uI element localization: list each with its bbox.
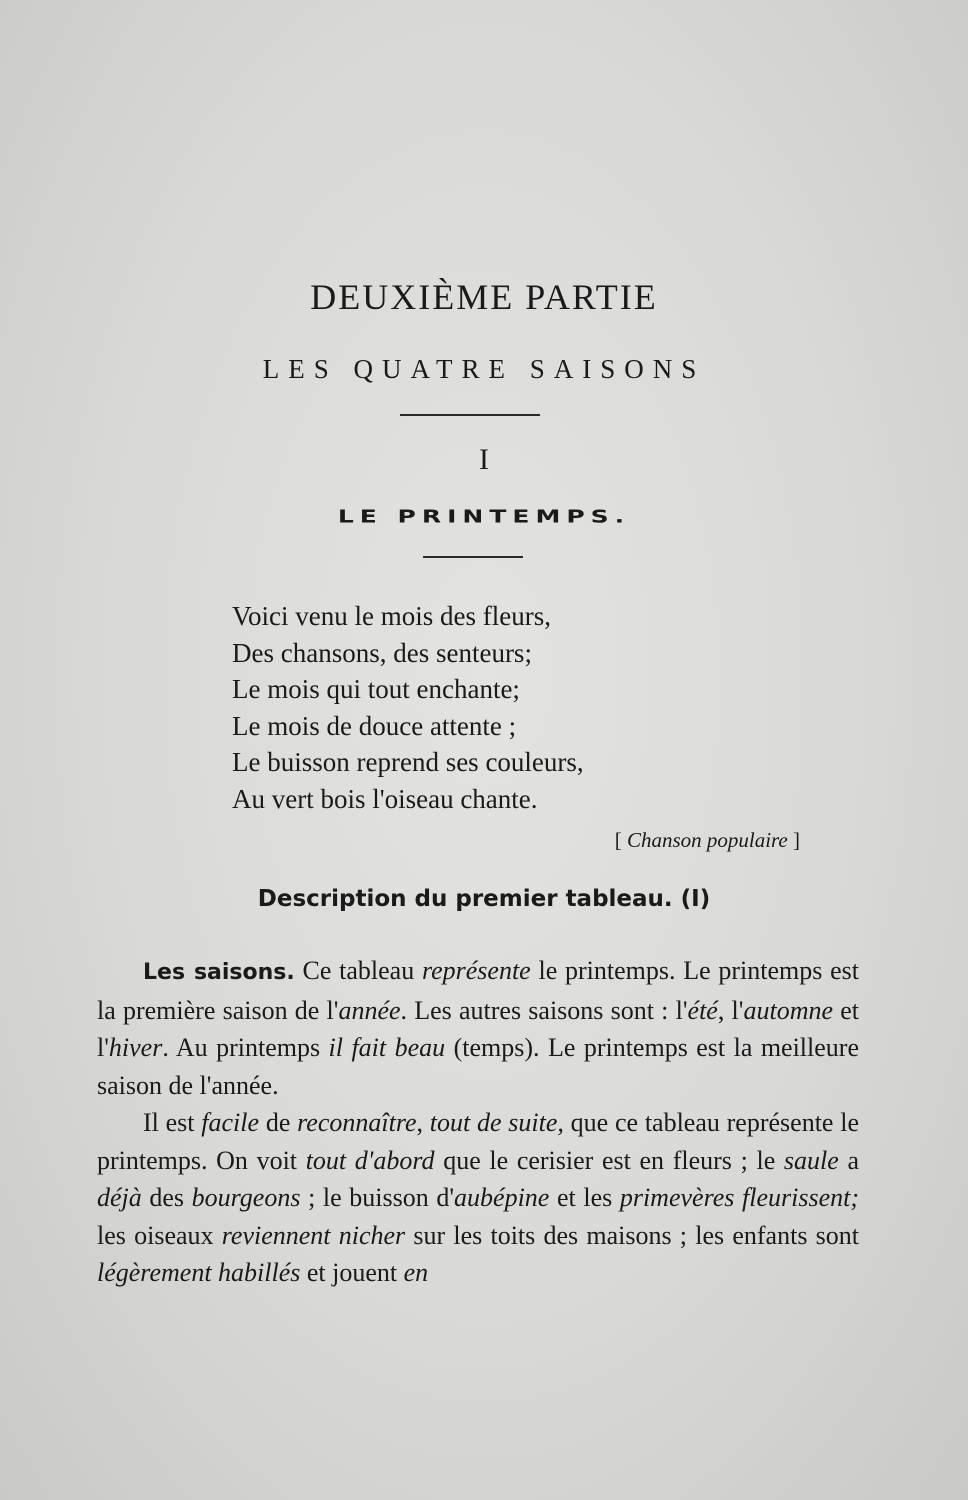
- poem-line: Le buisson reprend ses couleurs,: [232, 747, 584, 777]
- part-subtitle: LES QUATRE SAISONS: [262, 354, 706, 384]
- poem-line: Au vert bois l'oiseau chante.: [232, 783, 538, 814]
- chapter-title: LE PRINTEMPS.: [337, 506, 631, 527]
- poem-line: Le mois de douce attente ;: [232, 710, 517, 741]
- poem-line: Des chansons, des senteurs;: [232, 637, 532, 668]
- chapter-numeral: I: [479, 443, 489, 476]
- divider-rule: [400, 414, 540, 416]
- paragraph-lead: Les saisons.: [143, 960, 295, 985]
- section-title: Description du premier tableau. (I): [257, 886, 711, 912]
- poem-line: Le mois qui tout enchante;: [232, 674, 520, 704]
- poem-attribution: [ Chanson populaire ]: [614, 828, 800, 852]
- part-title: DEUXIÈME PARTIE: [310, 277, 658, 317]
- paragraph: Il est facile de reconnaître, tout de suite, que ce tableau représente le printemps. On voit tout d'abord que le cerisier est en fleurs ; le saule a déjà des bourgeons ; le buisson d'aubépine et les primevères fleurissent; les oiseaux reviennent nicher sur les toits des maisons ; les enfants sont légèrement habillés et jouent en: [97, 1108, 859, 1287]
- poem: [232, 598, 584, 817]
- paragraph: Les saisons. Ce tableau représente le printemps. Le printemps est la première saison de l'année. Les autres saisons sont : l'été, l'automne et l'hiver. Au printemps il fait beau (temps). Le printemps est la meilleure saison de l'année.: [97, 956, 860, 1100]
- poem-line: Voici venu le mois des fleurs,: [232, 601, 551, 631]
- body-text: [97, 952, 859, 1292]
- divider-rule: [423, 556, 523, 558]
